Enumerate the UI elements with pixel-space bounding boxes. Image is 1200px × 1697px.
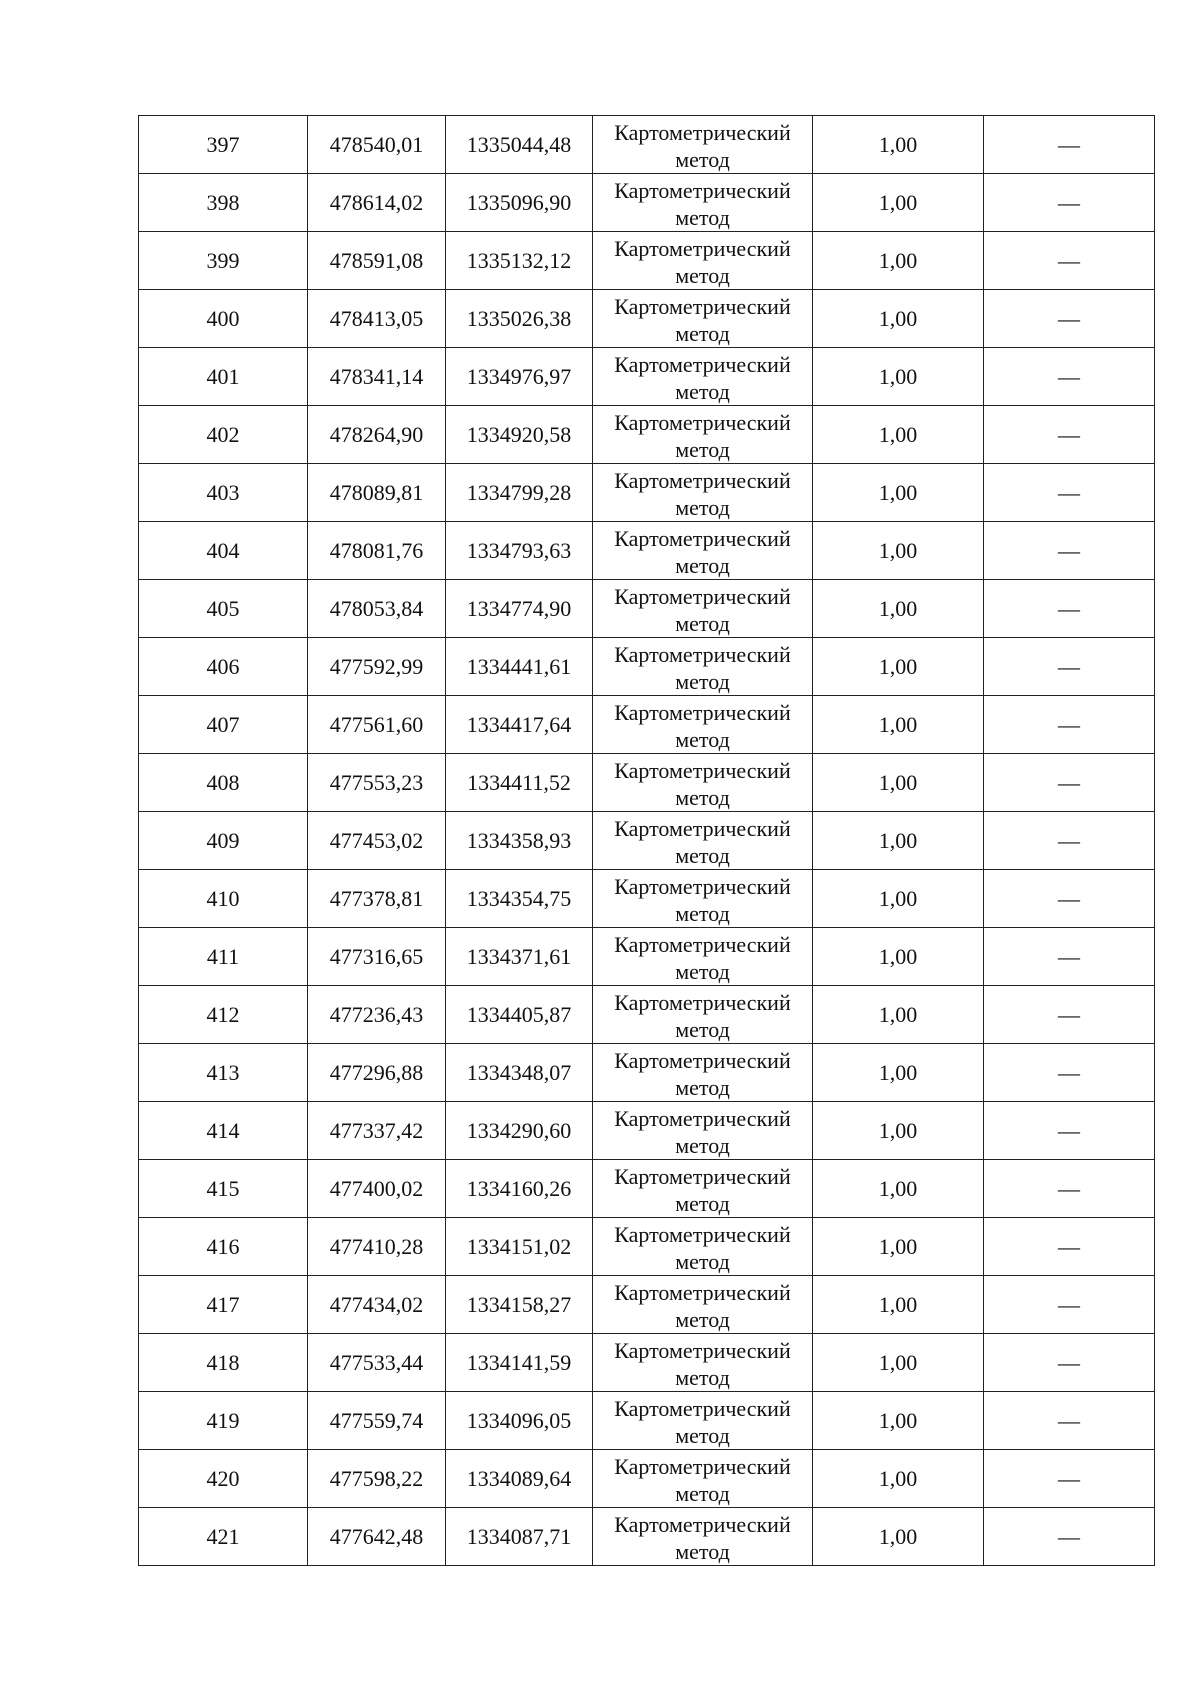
accuracy-cell: 1,00 (813, 464, 984, 522)
accuracy-cell: 1,00 (813, 696, 984, 754)
y-coordinate-cell: 1334096,05 (446, 1392, 593, 1450)
method-cell: Картометрический метод (593, 522, 813, 580)
method-cell: Картометрический метод (593, 232, 813, 290)
method-cell: Картометрический метод (593, 116, 813, 174)
accuracy-cell: 1,00 (813, 638, 984, 696)
x-coordinate-cell: 477559,74 (308, 1392, 446, 1450)
y-coordinate-cell: 1334160,26 (446, 1160, 593, 1218)
x-coordinate-cell: 477553,23 (308, 754, 446, 812)
method-cell: Картометрический метод (593, 638, 813, 696)
method-cell: Картометрический метод (593, 1508, 813, 1566)
description-cell: — (984, 986, 1155, 1044)
point-number-cell: 404 (139, 522, 308, 580)
method-cell: Картометрический метод (593, 696, 813, 754)
accuracy-cell: 1,00 (813, 522, 984, 580)
point-number-cell: 418 (139, 1334, 308, 1392)
x-coordinate-cell: 477378,81 (308, 870, 446, 928)
accuracy-cell: 1,00 (813, 116, 984, 174)
table-row (139, 928, 1155, 986)
accuracy-cell: 1,00 (813, 1102, 984, 1160)
y-coordinate-cell: 1334441,61 (446, 638, 593, 696)
description-cell: — (984, 1450, 1155, 1508)
point-number-cell: 407 (139, 696, 308, 754)
table-row (139, 464, 1155, 522)
method-cell: Картометрический метод (593, 290, 813, 348)
description-cell: — (984, 1102, 1155, 1160)
accuracy-cell: 1,00 (813, 580, 984, 638)
x-coordinate-cell: 478540,01 (308, 116, 446, 174)
table-row (139, 116, 1155, 174)
description-cell: — (984, 754, 1155, 812)
method-cell: Картометрический метод (593, 580, 813, 638)
method-cell: Картометрический метод (593, 870, 813, 928)
method-cell: Картометрический метод (593, 464, 813, 522)
description-cell: — (984, 696, 1155, 754)
x-coordinate-cell: 477400,02 (308, 1160, 446, 1218)
point-number-cell: 416 (139, 1218, 308, 1276)
method-cell: Картометрический метод (593, 1102, 813, 1160)
x-coordinate-cell: 478089,81 (308, 464, 446, 522)
table-row (139, 348, 1155, 406)
y-coordinate-cell: 1334799,28 (446, 464, 593, 522)
table-row (139, 638, 1155, 696)
table-row (139, 1160, 1155, 1218)
y-coordinate-cell: 1334793,63 (446, 522, 593, 580)
x-coordinate-cell: 477533,44 (308, 1334, 446, 1392)
y-coordinate-cell: 1334417,64 (446, 696, 593, 754)
y-coordinate-cell: 1335132,12 (446, 232, 593, 290)
point-number-cell: 410 (139, 870, 308, 928)
y-coordinate-cell: 1334290,60 (446, 1102, 593, 1160)
x-coordinate-cell: 478591,08 (308, 232, 446, 290)
method-cell: Картометрический метод (593, 1334, 813, 1392)
table-row (139, 232, 1155, 290)
point-number-cell: 412 (139, 986, 308, 1044)
accuracy-cell: 1,00 (813, 406, 984, 464)
method-cell: Картометрический метод (593, 406, 813, 464)
method-cell: Картометрический метод (593, 1392, 813, 1450)
accuracy-cell: 1,00 (813, 1392, 984, 1450)
x-coordinate-cell: 478614,02 (308, 174, 446, 232)
point-number-cell: 403 (139, 464, 308, 522)
y-coordinate-cell: 1334348,07 (446, 1044, 593, 1102)
description-cell: — (984, 812, 1155, 870)
x-coordinate-cell: 477642,48 (308, 1508, 446, 1566)
description-cell: — (984, 580, 1155, 638)
description-cell: — (984, 1276, 1155, 1334)
accuracy-cell: 1,00 (813, 1508, 984, 1566)
description-cell: — (984, 1044, 1155, 1102)
accuracy-cell: 1,00 (813, 986, 984, 1044)
description-cell: — (984, 638, 1155, 696)
accuracy-cell: 1,00 (813, 232, 984, 290)
y-coordinate-cell: 1335026,38 (446, 290, 593, 348)
accuracy-cell: 1,00 (813, 1044, 984, 1102)
y-coordinate-cell: 1334411,52 (446, 754, 593, 812)
accuracy-cell: 1,00 (813, 348, 984, 406)
table-row (139, 1392, 1155, 1450)
y-coordinate-cell: 1334151,02 (446, 1218, 593, 1276)
y-coordinate-cell: 1334976,97 (446, 348, 593, 406)
y-coordinate-cell: 1334774,90 (446, 580, 593, 638)
description-cell: — (984, 522, 1155, 580)
x-coordinate-cell: 478341,14 (308, 348, 446, 406)
table-row (139, 1450, 1155, 1508)
y-coordinate-cell: 1334158,27 (446, 1276, 593, 1334)
point-number-cell: 420 (139, 1450, 308, 1508)
x-coordinate-cell: 478413,05 (308, 290, 446, 348)
method-cell: Картометрический метод (593, 174, 813, 232)
coordinates-table (138, 115, 1155, 1566)
table-row (139, 1276, 1155, 1334)
table-body (139, 116, 1155, 1566)
y-coordinate-cell: 1334141,59 (446, 1334, 593, 1392)
y-coordinate-cell: 1335044,48 (446, 116, 593, 174)
x-coordinate-cell: 477337,42 (308, 1102, 446, 1160)
x-coordinate-cell: 478053,84 (308, 580, 446, 638)
y-coordinate-cell: 1335096,90 (446, 174, 593, 232)
point-number-cell: 400 (139, 290, 308, 348)
description-cell: — (984, 1508, 1155, 1566)
table-row (139, 754, 1155, 812)
description-cell: — (984, 348, 1155, 406)
method-cell: Картометрический метод (593, 1160, 813, 1218)
point-number-cell: 399 (139, 232, 308, 290)
method-cell: Картометрический метод (593, 348, 813, 406)
y-coordinate-cell: 1334920,58 (446, 406, 593, 464)
accuracy-cell: 1,00 (813, 754, 984, 812)
point-number-cell: 419 (139, 1392, 308, 1450)
accuracy-cell: 1,00 (813, 290, 984, 348)
description-cell: — (984, 1334, 1155, 1392)
description-cell: — (984, 116, 1155, 174)
description-cell: — (984, 232, 1155, 290)
point-number-cell: 398 (139, 174, 308, 232)
point-number-cell: 417 (139, 1276, 308, 1334)
point-number-cell: 406 (139, 638, 308, 696)
y-coordinate-cell: 1334087,71 (446, 1508, 593, 1566)
table-row (139, 812, 1155, 870)
accuracy-cell: 1,00 (813, 870, 984, 928)
point-number-cell: 409 (139, 812, 308, 870)
point-number-cell: 405 (139, 580, 308, 638)
description-cell: — (984, 870, 1155, 928)
accuracy-cell: 1,00 (813, 1334, 984, 1392)
x-coordinate-cell: 477598,22 (308, 1450, 446, 1508)
table-row (139, 986, 1155, 1044)
table-row (139, 522, 1155, 580)
method-cell: Картометрический метод (593, 928, 813, 986)
table-row (139, 1102, 1155, 1160)
x-coordinate-cell: 478264,90 (308, 406, 446, 464)
method-cell: Картометрический метод (593, 1218, 813, 1276)
table-row (139, 696, 1155, 754)
y-coordinate-cell: 1334354,75 (446, 870, 593, 928)
accuracy-cell: 1,00 (813, 928, 984, 986)
point-number-cell: 421 (139, 1508, 308, 1566)
point-number-cell: 402 (139, 406, 308, 464)
point-number-cell: 411 (139, 928, 308, 986)
table-row (139, 580, 1155, 638)
x-coordinate-cell: 477453,02 (308, 812, 446, 870)
description-cell: — (984, 290, 1155, 348)
point-number-cell: 413 (139, 1044, 308, 1102)
description-cell: — (984, 1218, 1155, 1276)
x-coordinate-cell: 477236,43 (308, 986, 446, 1044)
description-cell: — (984, 406, 1155, 464)
point-number-cell: 397 (139, 116, 308, 174)
table-row (139, 870, 1155, 928)
table-row (139, 406, 1155, 464)
point-number-cell: 414 (139, 1102, 308, 1160)
accuracy-cell: 1,00 (813, 1276, 984, 1334)
accuracy-cell: 1,00 (813, 1218, 984, 1276)
x-coordinate-cell: 477561,60 (308, 696, 446, 754)
point-number-cell: 408 (139, 754, 308, 812)
description-cell: — (984, 928, 1155, 986)
table-row (139, 1218, 1155, 1276)
x-coordinate-cell: 477434,02 (308, 1276, 446, 1334)
y-coordinate-cell: 1334089,64 (446, 1450, 593, 1508)
x-coordinate-cell: 477592,99 (308, 638, 446, 696)
table-row (139, 290, 1155, 348)
description-cell: — (984, 1392, 1155, 1450)
accuracy-cell: 1,00 (813, 174, 984, 232)
y-coordinate-cell: 1334371,61 (446, 928, 593, 986)
description-cell: — (984, 464, 1155, 522)
table-row (139, 174, 1155, 232)
point-number-cell: 415 (139, 1160, 308, 1218)
x-coordinate-cell: 477410,28 (308, 1218, 446, 1276)
x-coordinate-cell: 477296,88 (308, 1044, 446, 1102)
method-cell: Картометрический метод (593, 1276, 813, 1334)
table-row (139, 1044, 1155, 1102)
table-row (139, 1508, 1155, 1566)
point-number-cell: 401 (139, 348, 308, 406)
method-cell: Картометрический метод (593, 754, 813, 812)
method-cell: Картометрический метод (593, 1450, 813, 1508)
accuracy-cell: 1,00 (813, 1450, 984, 1508)
method-cell: Картометрический метод (593, 986, 813, 1044)
x-coordinate-cell: 477316,65 (308, 928, 446, 986)
accuracy-cell: 1,00 (813, 1160, 984, 1218)
accuracy-cell: 1,00 (813, 812, 984, 870)
y-coordinate-cell: 1334358,93 (446, 812, 593, 870)
description-cell: — (984, 174, 1155, 232)
table-row (139, 1334, 1155, 1392)
method-cell: Картометрический метод (593, 812, 813, 870)
y-coordinate-cell: 1334405,87 (446, 986, 593, 1044)
description-cell: — (984, 1160, 1155, 1218)
x-coordinate-cell: 478081,76 (308, 522, 446, 580)
method-cell: Картометрический метод (593, 1044, 813, 1102)
